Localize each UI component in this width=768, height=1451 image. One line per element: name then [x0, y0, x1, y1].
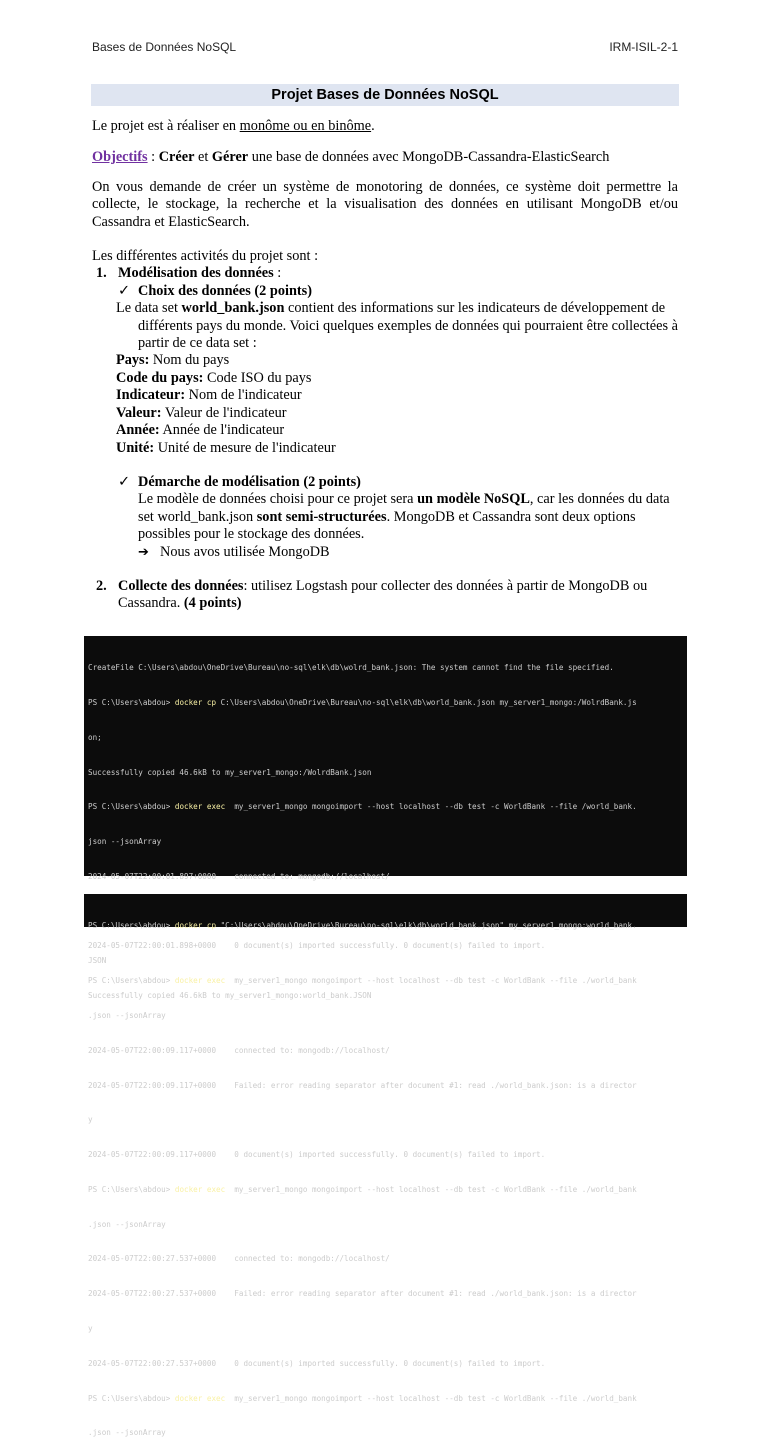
- section-2-text: : utilisez Logstash pour collecter des données à partir de MongoDB ou Cassandra.: [118, 577, 648, 612]
- objectifs-label: Objectifs: [92, 149, 148, 166]
- document-body: [92, 118, 678, 613]
- terminal-line: .json --jsonArray: [88, 1428, 166, 1438]
- field-key: Année:: [116, 422, 160, 439]
- model-paragraph: [138, 491, 678, 543]
- checkmark-icon: ✓: [118, 473, 130, 490]
- intro-suffix: .: [371, 118, 375, 134]
- terminal-line: PS C:\Users\abdou> docker exec my_server1_mongo mongoimport --host localhost --db test -c WorldBank --file ./world_bank: [88, 976, 637, 986]
- terminal-line: 2024-05-07T22:00:27.537+0000 connected to: mongodb://localhost/: [88, 1254, 390, 1264]
- field-value: Valeur de l'indicateur: [161, 404, 287, 421]
- section-2-number: 2.: [96, 577, 107, 594]
- section-1-number: 1.: [96, 265, 107, 282]
- field-value: Code ISO du pays: [203, 369, 312, 386]
- field-value: Année de l'indicateur: [159, 422, 285, 439]
- objectifs-and: et: [194, 149, 212, 166]
- terminal-line: .json --jsonArray: [88, 1011, 166, 1020]
- terminal-line: PS C:\Users\abdou> docker exec my_server1_mongo mongoimport --host localhost --db test -c WorldBank --file /world_bank.: [88, 802, 637, 812]
- terminal-line: PS C:\Users\abdou> docker exec my_server1_mongo mongoimport --host localhost --db test -c WorldBank --file ./world_bank: [88, 1184, 637, 1194]
- terminal-line: 2024-05-07T22:00:01.898+0000 0 document(s) imported successfully. 0 document(s) failed to import.: [88, 941, 546, 951]
- arrow-right-icon: ➔: [138, 544, 149, 560]
- terminal-line: PS C:\Users\abdou> docker cp C:\Users\abdou\OneDrive\Bureau\no-sql\elk\db\world_bank.json my_server1_mongo:/WolrdBank.js: [88, 697, 637, 707]
- terminal-line: json --jsonArray: [88, 837, 162, 847]
- field-key: Code du pays:: [116, 369, 204, 386]
- section-1-title: Modélisation des données: [118, 265, 274, 282]
- activities-intro: Les différentes activités du projet sont :: [92, 248, 319, 265]
- field-key: Valeur:: [116, 404, 162, 421]
- intro-underlined: monôme ou en binôme: [239, 118, 372, 134]
- terminal-line: y: [88, 1115, 93, 1125]
- terminal-line: 2024-05-07T22:00:09.117+0000 connected to: mongodb://localhost/: [88, 1045, 390, 1055]
- terminal-line: Successfully copied 46.6kB to my_server1_mongo:/WolrdBank.json: [88, 767, 372, 777]
- model-text-2: , car les données du data set world_bank.json: [138, 491, 670, 525]
- section-2-title: Collecte des données: [118, 577, 244, 594]
- fields-list: [116, 352, 678, 456]
- field-value: Nom de l'indicateur: [185, 387, 302, 404]
- section-2: [96, 578, 678, 613]
- dataset-paragraph: [116, 300, 678, 352]
- field-row: [116, 440, 678, 457]
- dataset-rest: contient des informations sur les indicateurs de développement de différents pays du monde. Voici quelques exemples de données qui pourraient être collectées à partir de ce data set :: [138, 300, 678, 352]
- objectifs-creer: Créer: [158, 149, 195, 166]
- field-key: Pays:: [116, 352, 150, 369]
- field-row: [116, 422, 678, 439]
- intro-paragraph: [92, 118, 678, 135]
- field-value: Unité de mesure de l'indicateur: [154, 439, 336, 456]
- section-2-points: (4 points): [183, 595, 242, 612]
- objectifs-sep: :: [147, 149, 159, 166]
- terminal-line: y: [88, 1324, 93, 1334]
- field-row: [116, 405, 678, 422]
- terminal-line: CreateFile C:\Users\abdou\OneDrive\Bureau\no-sql\elk\db\wolrd_bank.json: The system cannot find the file specified.: [88, 663, 614, 673]
- terminal-line: on;: [88, 732, 102, 742]
- terminal-line: PS C:\Users\abdou> docker cp "C:\Users\abdou\OneDrive\Bureau\no-sql\elk\db\world_bank.json" my_server1_mongo:world_bank.: [88, 921, 637, 931]
- field-row: [116, 370, 678, 387]
- terminal-line: JSON: [88, 955, 107, 965]
- section-1-colon: :: [273, 265, 282, 282]
- model-text-1: Le modèle de données choisi pour ce projet sera: [138, 491, 418, 508]
- field-row: [116, 352, 678, 369]
- model-bold-1: un modèle NoSQL: [417, 491, 530, 508]
- objectifs-rest: une base de données avec MongoDB-Cassandra-ElasticSearch: [248, 149, 610, 166]
- terminal-line: 2024-05-07T22:00:09.117+0000 0 document(s) imported successfully. 0 document(s) failed to import.: [88, 1150, 546, 1160]
- terminal-line: Successfully copied 46.6kB to my_server1_mongo:world_bank.JSON: [88, 990, 372, 1000]
- check-choix-donnees: Choix des données (2 points): [138, 282, 312, 299]
- objectifs-paragraph: [92, 149, 678, 166]
- terminal-line: 2024-05-07T22:00:09.117+0000 Failed: error reading separator after document #1: read ./world_bank.json: is a director: [88, 1080, 637, 1090]
- model-text-3: . MongoDB et Cassandra sont deux options possibles pour le stockage des données.: [138, 508, 636, 543]
- check-demarche: Démarche de modélisation (2 points): [138, 473, 361, 490]
- terminal-line: PS C:\Users\abdou> docker exec my_server1_mongo mongoimport --host localhost --db test -c WorldBank --file ./world_bank: [88, 1393, 637, 1403]
- terminal-line: .json --jsonArray: [88, 1219, 166, 1229]
- checkmark-icon: ✓: [118, 282, 130, 299]
- terminal-line: 2024-05-07T22:00:27.537+0000 Failed: error reading separator after document #1: read ./world_bank.json: is a director: [88, 1289, 637, 1299]
- document-title: Projet Bases de Données NoSQL: [91, 84, 679, 106]
- intro-prefix: Le projet est à réaliser en: [92, 118, 240, 134]
- dataset-name: world_bank.json: [181, 300, 285, 317]
- dataset-prefix: Le data set: [116, 300, 182, 317]
- page-header-right: IRM-ISIL-2-1: [609, 40, 678, 54]
- model-bold-2: sont semi-structurées: [256, 508, 387, 525]
- field-row: [116, 387, 678, 404]
- objectifs-gerer: Gérer: [211, 149, 249, 166]
- terminal-line: 2024-05-07T22:00:27.537+0000 0 document(s) imported successfully. 0 document(s) failed to import.: [88, 1358, 546, 1368]
- field-key: Unité:: [116, 439, 155, 456]
- section-1: [96, 265, 678, 561]
- page-header-left: Bases de Données NoSQL: [92, 40, 237, 54]
- field-key: Indicateur:: [116, 387, 186, 404]
- field-value: Nom du pays: [149, 352, 230, 369]
- mongodb-choice-text: Nous avos utilisée MongoDB: [160, 543, 330, 560]
- terminal-line: 2024-05-07T22:00:01.897+0000 connected to: mongodb://localhost/: [88, 871, 390, 881]
- demand-paragraph: On vous demande de créer un système de monotoring de données, ce système doit permettre la collecte, le stockage, la recherche et la visualisation des données en utilisant MongoDB et/ou Cassandra et ElasticSearch.: [92, 178, 678, 230]
